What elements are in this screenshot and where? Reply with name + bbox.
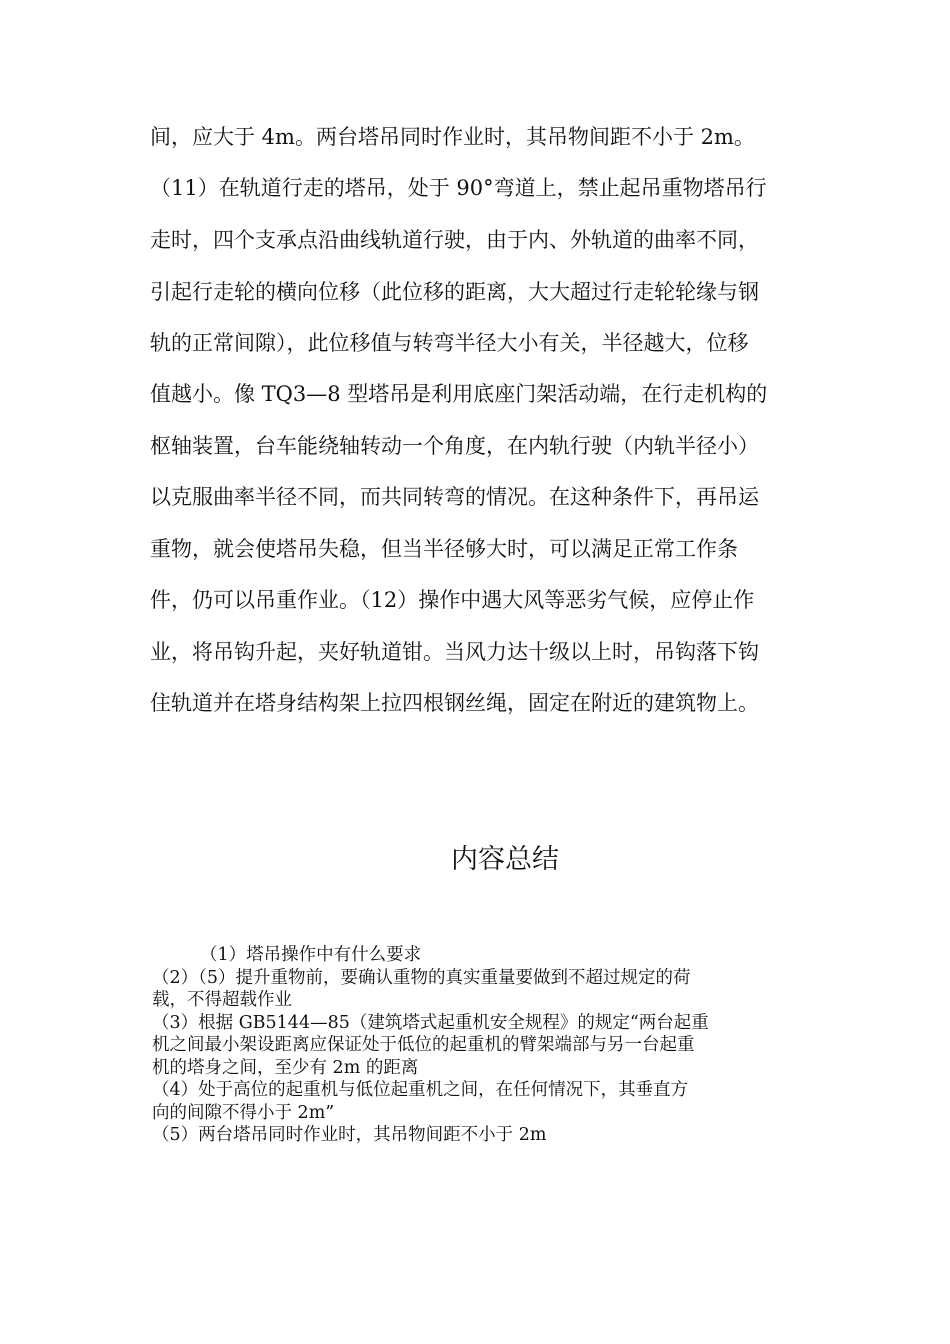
summary-line: 机之间最小架设距离应保证处于低位的起重机的臂架端部与另一台起重: [152, 1035, 695, 1055]
summary-line: （4）处于高位的起重机与低位起重机之间，在任何情况下，其垂直方: [152, 1080, 689, 1100]
body-line: 件，仍可以吊重作业。（12）操作中遇大风等恶劣气候，应停止作: [150, 588, 755, 612]
body-line: 重物，就会使塔吊失稳，但当半径够大时，可以满足正常工作条: [150, 537, 738, 561]
body-line: 枢轴装置，台车能绕轴转动一个角度，在内轨行驶（内轨半径小）: [150, 434, 759, 458]
body-line: 以克服曲率半径不同，而共同转弯的情况。在这种条件下，再吊运: [150, 485, 759, 509]
summary-line: （5）两台塔吊同时作业时，其吊物间距不小于 2m: [152, 1125, 547, 1145]
summary-list: [152, 944, 812, 1147]
summary-line: （2）（5）提升重物前，要确认重物的真实重量要做到不超过规定的荷: [152, 967, 691, 988]
body-line: 间，应大于 4m。两台塔吊同时作业时，其吊物间距不小于 2m。: [150, 125, 755, 149]
body-line: 住轨道并在塔身结构架上拉四根钢丝绳，固定在附近的建筑物上。: [150, 691, 759, 715]
summary-line: 载，不得超载作业: [152, 990, 292, 1010]
body-line: （11）在轨道行走的塔吊，处于 90°弯道上，禁止起吊重物塔吊行: [150, 176, 767, 200]
body-line: 轨的正常间隙），此位移值与转弯半径大小有关，半径越大，位移: [150, 331, 749, 355]
summary-line: 机的塔身之间，至少有 2m 的距离: [152, 1057, 419, 1078]
body-line: 业，将吊钩升起，夹好轨道钳。当风力达十级以上时，吊钩落下钩: [150, 640, 759, 664]
body-line: 走时，四个支承点沿曲线轨道行驶，由于内、外轨道的曲率不同，: [150, 228, 759, 252]
body-line: 引起行走轮的横向位移（此位移的距离，大大超过行走轮轮缘与钢: [150, 280, 759, 304]
summary-line: （3）根据 GB5144—85（建筑塔式起重机安全规程》的规定“两台起重: [152, 1012, 709, 1033]
summary-title: 内容总结: [451, 844, 559, 875]
summary-line: 向的间隙不得小于 2m”: [152, 1102, 335, 1123]
summary-line: （1）塔吊操作中有什么要求: [200, 945, 422, 965]
body-line: 值越小。像 TQ3—8 型塔吊是利用底座门架活动端，在行走机构的: [150, 382, 768, 406]
